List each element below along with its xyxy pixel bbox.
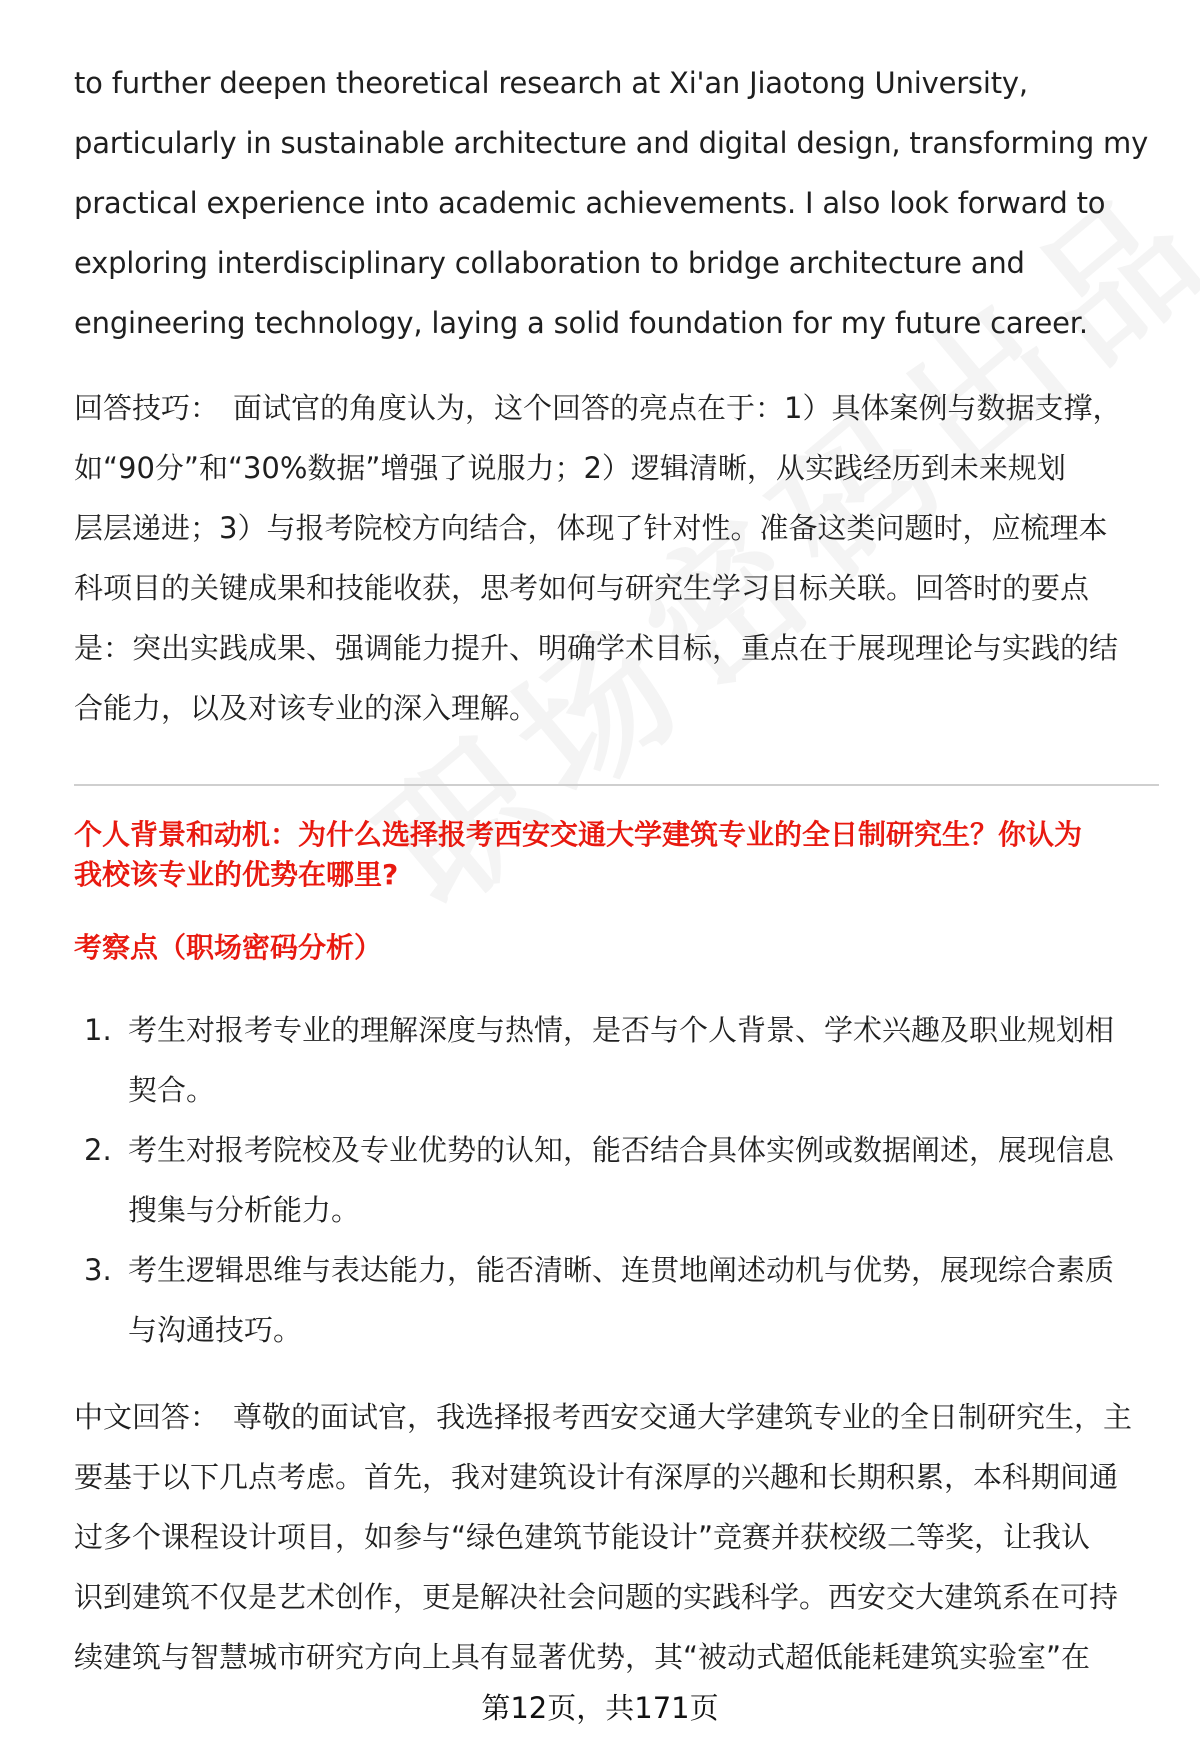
text-line: 层层递进；3）与报考院校方向结合，体现了针对性。准备这类问题时，应梳理本 bbox=[74, 511, 1108, 545]
answer-tips-label: 回答技巧： bbox=[74, 391, 220, 425]
list-number: 1. bbox=[84, 1013, 112, 1047]
question-heading bbox=[74, 815, 1082, 895]
text-line: 我校该专业的优势在哪里? bbox=[74, 858, 399, 891]
text-line: 搜集与分析能力。 bbox=[128, 1193, 361, 1227]
document-page bbox=[74, 0, 1159, 1755]
text-line: 识到建筑不仅是艺术创作，更是解决社会问题的实践科学。西安交大建筑系在可持 bbox=[74, 1580, 1119, 1614]
list-item bbox=[74, 1120, 1159, 1240]
chinese-answer-label: 中文回答： bbox=[74, 1400, 220, 1434]
list-item bbox=[74, 1000, 1159, 1120]
text-line: to further deepen theoretical research at Xi'an Jiaotong University, bbox=[74, 66, 1028, 100]
text-line: 是：突出实践成果、强调能力提升、明确学术目标，重点在于展现理论与实践的结 bbox=[74, 631, 1119, 665]
text-line: 个人背景和动机：为什么选择报考西安交通大学建筑专业的全日制研究生？你认为 bbox=[74, 818, 1083, 851]
list-number: 3. bbox=[84, 1253, 112, 1287]
text-line: 合能力，以及对该专业的深入理解。 bbox=[74, 691, 539, 725]
text-line: 要基于以下几点考虑。首先，我对建筑设计有深厚的兴趣和长期积累，本科期间通 bbox=[74, 1460, 1119, 1494]
list-number: 2. bbox=[84, 1133, 112, 1167]
text-line: 科项目的关键成果和技能收获，思考如何与研究生学习目标关联。回答时的要点 bbox=[74, 571, 1090, 605]
text-line: 考生逻辑思维与表达能力，能否清晰、连贯地阐述动机与优势，展现综合素质 bbox=[128, 1253, 1115, 1287]
chinese-answer-paragraph bbox=[74, 1387, 1132, 1687]
text-line: 面试官的角度认为，这个回答的亮点在于：1）具体案例与数据支撑， bbox=[233, 391, 1122, 425]
text-line: 续建筑与智慧城市研究方向上具有显著优势，其“被动式超低能耗建筑实验室”在 bbox=[74, 1640, 1091, 1674]
text-line: engineering technology, laying a solid foundation for my future career. bbox=[74, 306, 1088, 340]
text-line: particularly in sustainable architecture and digital design, transforming my bbox=[74, 126, 1149, 160]
list-item bbox=[74, 1240, 1159, 1360]
text-line: 过多个课程设计项目，如参与“绿色建筑节能设计”竞赛并获校级二等奖，让我认 bbox=[74, 1520, 1091, 1554]
assessment-points-heading: 考察点（职场密码分析） bbox=[74, 931, 383, 964]
text-line: 考生对报考专业的理解深度与热情，是否与个人背景、学术兴趣及职业规划相 bbox=[128, 1013, 1115, 1047]
answer-tips-paragraph bbox=[74, 378, 1121, 738]
text-line: 尊敬的面试官，我选择报考西安交通大学建筑专业的全日制研究生，主 bbox=[233, 1400, 1133, 1434]
assessment-points-list bbox=[74, 1000, 1159, 1360]
page-number: 第12页，共171页 bbox=[481, 1691, 719, 1725]
intro-paragraph bbox=[74, 53, 1148, 353]
text-line: practical experience into academic achievements. I also look forward to bbox=[74, 186, 1106, 220]
text-line: 契合。 bbox=[128, 1073, 216, 1107]
text-line: 如“90分”和“30%数据”增强了说服力；2）逻辑清晰，从实践经历到未来规划 bbox=[74, 451, 1066, 485]
text-line: 考生对报考院校及专业优势的认知，能否结合具体实例或数据阐述，展现信息 bbox=[128, 1133, 1115, 1167]
section-divider bbox=[74, 784, 1159, 786]
text-line: exploring interdisciplinary collaboration to bridge architecture and bbox=[74, 246, 1025, 280]
text-line: 与沟通技巧。 bbox=[128, 1313, 303, 1347]
